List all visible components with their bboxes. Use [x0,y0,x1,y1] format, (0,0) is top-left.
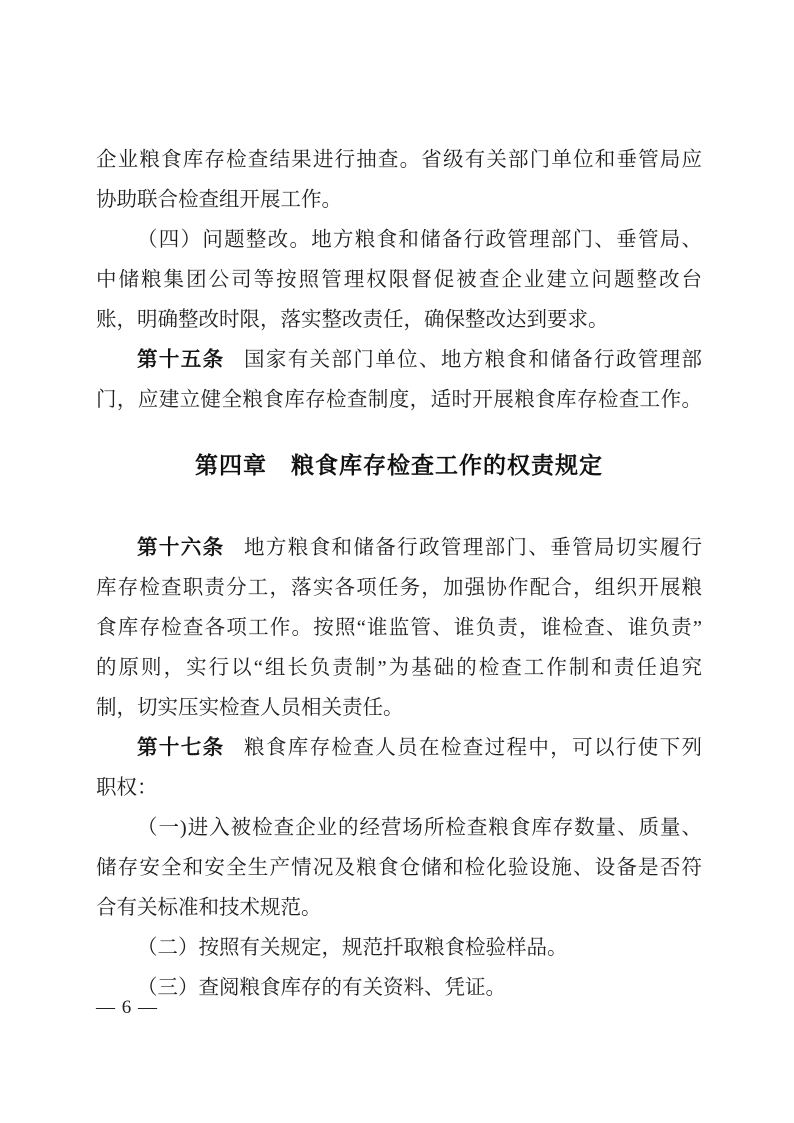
text-line: 合有关标准和技术规范。 [96,897,322,919]
text-line: （二）按照有关规定，规范扦取粮食检验样品。 [137,937,568,959]
text-line: 门，应建立健全粮食库存检查制度，适时开展粮食库存检查工作。 [96,389,702,411]
text-line: 制，切实压实检查人员相关责任。 [96,697,404,719]
text-line: （一)进入被检查企业的经营场所检查粮食库存数量、质量、 [137,817,702,839]
article-text: 粮食库存检查人员在检查过程中，可以行使下列 [243,737,703,759]
text-line: 协助联合检查组开展工作。 [96,189,342,211]
text-line: 职权： [96,777,158,799]
text-line: 企业粮食库存检查结果进行抽查。省级有关部门单位和垂管局应 [96,149,702,171]
article-text: 地方粮食和储备行政管理部门、垂管局切实履行 [243,537,703,559]
text-line [96,728,702,768]
text-line: （三）查阅粮食库存的有关资料、凭证。 [137,977,506,999]
article-number: 第十六条 [137,537,225,559]
text-line: 库存检查职责分工，落实各项任务，加强协作配合，组织开展粮 [96,577,702,599]
document-body [96,140,702,1008]
text-line: 食库存检查各项工作。按照“谁监管、谁负责，谁检查、谁负责” [96,617,702,639]
text-line: 的原则，实行以“组长负责制”为基础的检查工作制和责任追究 [96,657,702,679]
article-number: 第十七条 [137,737,225,759]
page-number: — 6 — [96,997,158,1018]
paragraph [96,928,702,968]
text-line [96,528,702,568]
paragraph [96,220,702,340]
paragraph [96,968,702,1008]
paragraph [96,728,702,808]
article-number: 第十五条 [137,349,225,371]
paragraph [96,808,702,928]
text-line: （四）问题整改。地方粮食和储备行政管理部门、垂管局、 [137,229,702,251]
paragraph [96,340,702,420]
paragraph [96,140,702,220]
text-line: 中储粮集团公司等按照管理权限督促被查企业建立问题整改台 [96,269,702,291]
text-line [96,340,702,380]
text-line: 账，明确整改时限，落实整改责任，确保整改达到要求。 [96,309,609,331]
chapter-heading: 第四章 粮食库存检查工作的权责规定 [195,452,603,478]
article-text: 国家有关部门单位、地方粮食和储备行政管理部 [243,349,703,371]
paragraph [96,528,702,728]
text-line: 储存安全和安全生产情况及粮食仓储和检化验设施、设备是否符 [96,857,702,879]
